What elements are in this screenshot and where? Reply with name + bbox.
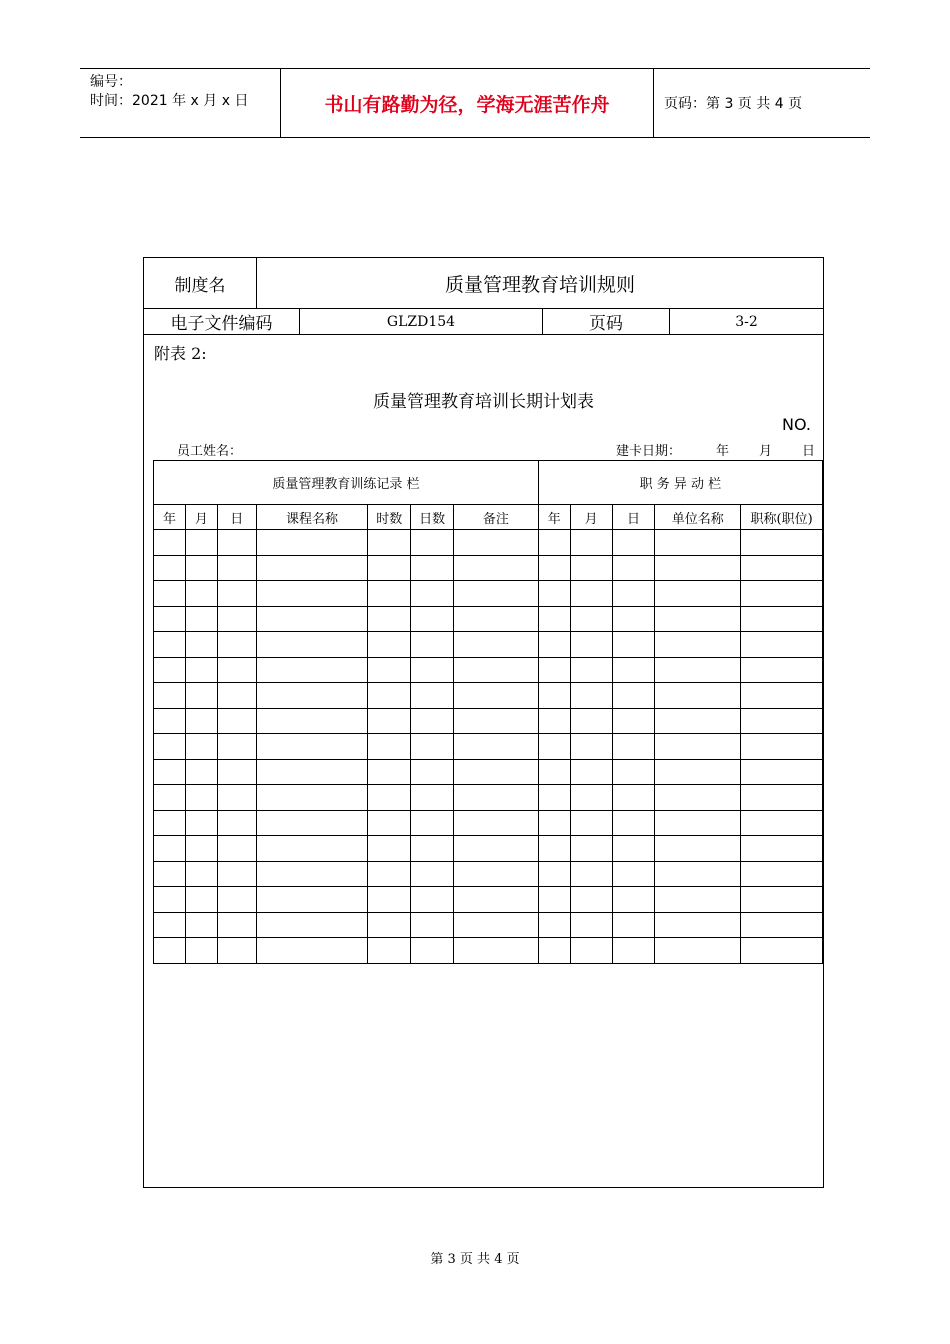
table-cell[interactable] <box>655 734 741 760</box>
table-cell[interactable] <box>217 734 256 760</box>
table-cell[interactable] <box>411 555 454 581</box>
table-cell[interactable] <box>411 734 454 760</box>
table-cell[interactable] <box>741 861 823 887</box>
table-cell[interactable] <box>612 683 655 709</box>
table-cell[interactable] <box>612 734 655 760</box>
code-label: 编号： <box>90 74 132 90</box>
table-cell[interactable] <box>538 759 570 785</box>
table-cell[interactable] <box>217 912 256 938</box>
table-cell[interactable] <box>612 759 655 785</box>
table-cell[interactable] <box>185 734 217 760</box>
training-record-table <box>153 460 823 964</box>
table-cell[interactable] <box>217 657 256 683</box>
table-cell[interactable] <box>154 785 186 811</box>
table-cell[interactable] <box>154 734 186 760</box>
table-cell[interactable] <box>154 555 186 581</box>
table-cell[interactable] <box>185 632 217 658</box>
table-row <box>154 530 823 556</box>
col-year: 年 <box>154 505 186 530</box>
table-cell[interactable] <box>655 861 741 887</box>
appendix-label: 附表 2: <box>154 344 207 363</box>
table-cell[interactable] <box>256 734 368 760</box>
table-cell[interactable] <box>454 836 539 862</box>
table-cell[interactable] <box>154 938 186 964</box>
table-cell[interactable] <box>217 632 256 658</box>
table-cell[interactable] <box>368 683 411 709</box>
table-cell[interactable] <box>185 836 217 862</box>
table-cell[interactable] <box>454 912 539 938</box>
table-cell[interactable] <box>570 683 612 709</box>
table-cell[interactable] <box>741 530 823 556</box>
table-cell[interactable] <box>185 657 217 683</box>
training-section-header: 质量管理教育训练记录 栏 <box>154 461 539 505</box>
table-cell[interactable] <box>256 530 368 556</box>
table-cell[interactable] <box>217 938 256 964</box>
table-cell[interactable] <box>538 683 570 709</box>
table-cell[interactable] <box>411 683 454 709</box>
table-cell[interactable] <box>256 606 368 632</box>
table-cell[interactable] <box>612 632 655 658</box>
table-cell[interactable] <box>655 632 741 658</box>
table-row <box>154 734 823 760</box>
table-cell[interactable] <box>612 836 655 862</box>
table-cell[interactable] <box>368 606 411 632</box>
table-cell[interactable] <box>256 861 368 887</box>
regulation-name-value: 质量管理教育培训规则 <box>444 273 635 296</box>
table-cell[interactable] <box>411 836 454 862</box>
table-cell[interactable] <box>655 555 741 581</box>
table-cell[interactable] <box>411 657 454 683</box>
table-cell[interactable] <box>741 912 823 938</box>
col-month: 月 <box>185 505 217 530</box>
col-change-year: 年 <box>538 505 570 530</box>
table-cell[interactable] <box>185 581 217 607</box>
card-date-year: 年 <box>716 444 730 459</box>
table-cell[interactable] <box>185 606 217 632</box>
table-cell[interactable] <box>741 606 823 632</box>
table-cell[interactable] <box>368 836 411 862</box>
table-cell[interactable] <box>538 734 570 760</box>
employee-name-label: 员工姓名： <box>177 444 243 459</box>
table-cell[interactable] <box>570 657 612 683</box>
col-hours: 时数 <box>368 505 411 530</box>
table-cell[interactable] <box>570 555 612 581</box>
table-cell[interactable] <box>538 785 570 811</box>
table-cell[interactable] <box>368 912 411 938</box>
table-cell[interactable] <box>655 836 741 862</box>
table-cell[interactable] <box>185 683 217 709</box>
table-cell[interactable] <box>154 530 186 556</box>
table-cell[interactable] <box>256 759 368 785</box>
table-cell[interactable] <box>217 683 256 709</box>
table-cell[interactable] <box>570 836 612 862</box>
table-cell[interactable] <box>538 581 570 607</box>
table-cell[interactable] <box>612 581 655 607</box>
table-cell[interactable] <box>411 606 454 632</box>
table-cell[interactable] <box>454 938 539 964</box>
table-cell[interactable] <box>185 530 217 556</box>
table-cell[interactable] <box>538 530 570 556</box>
table-cell[interactable] <box>411 581 454 607</box>
table-cell[interactable] <box>154 606 186 632</box>
table-cell[interactable] <box>454 555 539 581</box>
table-cell[interactable] <box>454 606 539 632</box>
page-footer: 第 3 页 共 4 页 <box>430 1252 520 1267</box>
table-cell[interactable] <box>154 810 186 836</box>
table-cell[interactable] <box>612 657 655 683</box>
table-cell[interactable] <box>217 836 256 862</box>
table-cell[interactable] <box>655 810 741 836</box>
table-cell[interactable] <box>655 912 741 938</box>
table-row <box>154 555 823 581</box>
table-cell[interactable] <box>570 632 612 658</box>
table-row <box>154 632 823 658</box>
table-row <box>154 708 823 734</box>
table-cell[interactable] <box>185 810 217 836</box>
table-cell[interactable] <box>454 683 539 709</box>
table-cell[interactable] <box>154 632 186 658</box>
table-cell[interactable] <box>538 887 570 913</box>
table-cell[interactable] <box>570 581 612 607</box>
table-cell[interactable] <box>411 938 454 964</box>
table-row <box>154 861 823 887</box>
table-cell[interactable] <box>256 708 368 734</box>
table-cell[interactable] <box>368 708 411 734</box>
table-cell[interactable] <box>411 912 454 938</box>
table-cell[interactable] <box>454 887 539 913</box>
table-cell[interactable] <box>612 530 655 556</box>
table-cell[interactable] <box>368 861 411 887</box>
table-cell[interactable] <box>655 759 741 785</box>
table-cell[interactable] <box>454 734 539 760</box>
col-unit-name: 单位名称 <box>655 505 741 530</box>
table-cell[interactable] <box>411 708 454 734</box>
table-cell[interactable] <box>454 632 539 658</box>
page-number-label: 页码 <box>543 309 670 334</box>
col-change-day: 日 <box>612 505 655 530</box>
table-cell[interactable] <box>655 530 741 556</box>
col-days: 日数 <box>411 505 454 530</box>
regulation-name-label: 制度名 <box>144 258 257 308</box>
table-cell[interactable] <box>368 810 411 836</box>
table-cell[interactable] <box>741 887 823 913</box>
table-cell[interactable] <box>454 530 539 556</box>
table-cell[interactable] <box>655 683 741 709</box>
table-cell[interactable] <box>570 606 612 632</box>
table-cell[interactable] <box>256 657 368 683</box>
table-cell[interactable] <box>655 581 741 607</box>
table-cell[interactable] <box>454 785 539 811</box>
table-cell[interactable] <box>154 657 186 683</box>
col-day: 日 <box>217 505 256 530</box>
table-cell[interactable] <box>154 759 186 785</box>
table-cell[interactable] <box>612 912 655 938</box>
header-motto: 书山有路勤为径，学海无涯苦作舟 <box>281 69 654 137</box>
table-cell[interactable] <box>538 810 570 836</box>
table-cell[interactable] <box>538 555 570 581</box>
table-cell[interactable] <box>741 759 823 785</box>
table-cell[interactable] <box>454 759 539 785</box>
table-cell[interactable] <box>655 657 741 683</box>
table-cell[interactable] <box>538 657 570 683</box>
table-cell[interactable] <box>185 759 217 785</box>
table-cell[interactable] <box>612 938 655 964</box>
table-cell[interactable] <box>411 632 454 658</box>
table-cell[interactable] <box>612 861 655 887</box>
table-cell[interactable] <box>256 632 368 658</box>
table-cell[interactable] <box>454 810 539 836</box>
table-cell[interactable] <box>368 887 411 913</box>
table-cell[interactable] <box>411 759 454 785</box>
document-frame <box>143 257 824 1188</box>
table-cell[interactable] <box>154 861 186 887</box>
card-date-day: 日 <box>802 444 816 459</box>
table-row <box>154 912 823 938</box>
header-page-info: 页码：第 3 页 共 4 页 <box>664 96 803 112</box>
table-cell[interactable] <box>655 708 741 734</box>
card-date-month: 月 <box>759 444 773 459</box>
table-cell[interactable] <box>570 785 612 811</box>
col-remarks: 备注 <box>454 505 539 530</box>
col-course-name: 课程名称 <box>256 505 368 530</box>
table-cell[interactable] <box>741 581 823 607</box>
table-cell[interactable] <box>256 887 368 913</box>
table-cell[interactable] <box>368 581 411 607</box>
table-cell[interactable] <box>454 708 539 734</box>
file-code-value: GLZD154 <box>300 309 543 334</box>
table-cell[interactable] <box>454 861 539 887</box>
table-cell[interactable] <box>612 810 655 836</box>
table-cell[interactable] <box>217 530 256 556</box>
table-cell[interactable] <box>217 606 256 632</box>
table-cell[interactable] <box>256 581 368 607</box>
table-row <box>154 785 823 811</box>
table-cell[interactable] <box>570 759 612 785</box>
table-cell[interactable] <box>217 861 256 887</box>
page-header <box>80 68 870 138</box>
table-cell[interactable] <box>368 759 411 785</box>
file-code-label: 电子文件编码 <box>144 309 300 334</box>
table-cell[interactable] <box>368 632 411 658</box>
table-cell[interactable] <box>538 938 570 964</box>
table-cell[interactable] <box>411 861 454 887</box>
table-row <box>154 938 823 964</box>
table-cell[interactable] <box>217 785 256 811</box>
table-row <box>154 836 823 862</box>
table-cell[interactable] <box>368 734 411 760</box>
table-cell[interactable] <box>217 759 256 785</box>
table-cell[interactable] <box>538 708 570 734</box>
table-cell[interactable] <box>256 683 368 709</box>
table-cell[interactable] <box>612 555 655 581</box>
table-cell[interactable] <box>741 683 823 709</box>
table-cell[interactable] <box>454 657 539 683</box>
table-cell[interactable] <box>741 836 823 862</box>
table-cell[interactable] <box>256 912 368 938</box>
table-cell[interactable] <box>411 887 454 913</box>
card-date-label: 建卡日期： <box>616 444 682 459</box>
table-row <box>154 606 823 632</box>
table-cell[interactable] <box>154 683 186 709</box>
table-cell[interactable] <box>154 581 186 607</box>
table-cell[interactable] <box>570 912 612 938</box>
table-row <box>154 810 823 836</box>
table-cell[interactable] <box>411 810 454 836</box>
table-cell[interactable] <box>538 912 570 938</box>
table-cell[interactable] <box>154 708 186 734</box>
date-label: 时间：2021 年 x 月 x 日 <box>90 93 249 109</box>
table-cell[interactable] <box>612 708 655 734</box>
table-cell[interactable] <box>612 887 655 913</box>
table-cell[interactable] <box>741 810 823 836</box>
table-cell[interactable] <box>256 555 368 581</box>
table-cell[interactable] <box>411 785 454 811</box>
table-cell[interactable] <box>256 785 368 811</box>
table-cell[interactable] <box>454 581 539 607</box>
table-cell[interactable] <box>570 887 612 913</box>
table-cell[interactable] <box>185 912 217 938</box>
table-row <box>154 683 823 709</box>
page-number-value: 3-2 <box>735 313 758 330</box>
table-cell[interactable] <box>741 555 823 581</box>
table-cell[interactable] <box>538 632 570 658</box>
table-cell[interactable] <box>217 708 256 734</box>
table-cell[interactable] <box>217 810 256 836</box>
table-cell[interactable] <box>538 836 570 862</box>
table-cell[interactable] <box>655 887 741 913</box>
table-cell[interactable] <box>741 785 823 811</box>
table-cell[interactable] <box>570 734 612 760</box>
table-cell[interactable] <box>570 938 612 964</box>
table-row <box>154 657 823 683</box>
table-cell[interactable] <box>217 581 256 607</box>
table-cell[interactable] <box>741 708 823 734</box>
table-cell[interactable] <box>741 657 823 683</box>
table-cell[interactable] <box>570 861 612 887</box>
table-cell[interactable] <box>154 887 186 913</box>
table-cell[interactable] <box>655 785 741 811</box>
table-cell[interactable] <box>185 555 217 581</box>
table-cell[interactable] <box>741 938 823 964</box>
table-cell[interactable] <box>655 938 741 964</box>
table-cell[interactable] <box>538 861 570 887</box>
table-cell[interactable] <box>185 938 217 964</box>
table-cell[interactable] <box>368 657 411 683</box>
table-cell[interactable] <box>154 912 186 938</box>
table-cell[interactable] <box>570 810 612 836</box>
table-cell[interactable] <box>368 530 411 556</box>
table-cell[interactable] <box>185 708 217 734</box>
table-cell[interactable] <box>185 887 217 913</box>
table-cell[interactable] <box>612 785 655 811</box>
table-cell[interactable] <box>570 530 612 556</box>
table-cell[interactable] <box>741 632 823 658</box>
table-cell[interactable] <box>538 606 570 632</box>
sheet-title: 质量管理教育培训长期计划表 <box>373 392 594 412</box>
header-meta <box>80 69 281 137</box>
table-cell[interactable] <box>256 938 368 964</box>
table-row <box>154 581 823 607</box>
table-cell[interactable] <box>655 606 741 632</box>
table-cell[interactable] <box>154 836 186 862</box>
number-label: NO. <box>782 415 811 434</box>
col-title-position: 职称(职位) <box>741 505 823 530</box>
table-cell[interactable] <box>217 887 256 913</box>
table-cell[interactable] <box>612 606 655 632</box>
table-cell[interactable] <box>368 785 411 811</box>
table-cell[interactable] <box>741 734 823 760</box>
table-cell[interactable] <box>368 938 411 964</box>
table-cell[interactable] <box>256 810 368 836</box>
table-cell[interactable] <box>217 555 256 581</box>
table-cell[interactable] <box>185 785 217 811</box>
table-row <box>154 759 823 785</box>
regulation-name-row <box>144 258 823 309</box>
table-cell[interactable] <box>368 555 411 581</box>
table-cell[interactable] <box>256 836 368 862</box>
col-change-month: 月 <box>570 505 612 530</box>
table-cell[interactable] <box>185 861 217 887</box>
regulation-code-row <box>144 309 823 335</box>
table-cell[interactable] <box>570 708 612 734</box>
position-section-header: 职 务 异 动 栏 <box>538 461 822 505</box>
table-cell[interactable] <box>411 530 454 556</box>
table-row <box>154 887 823 913</box>
